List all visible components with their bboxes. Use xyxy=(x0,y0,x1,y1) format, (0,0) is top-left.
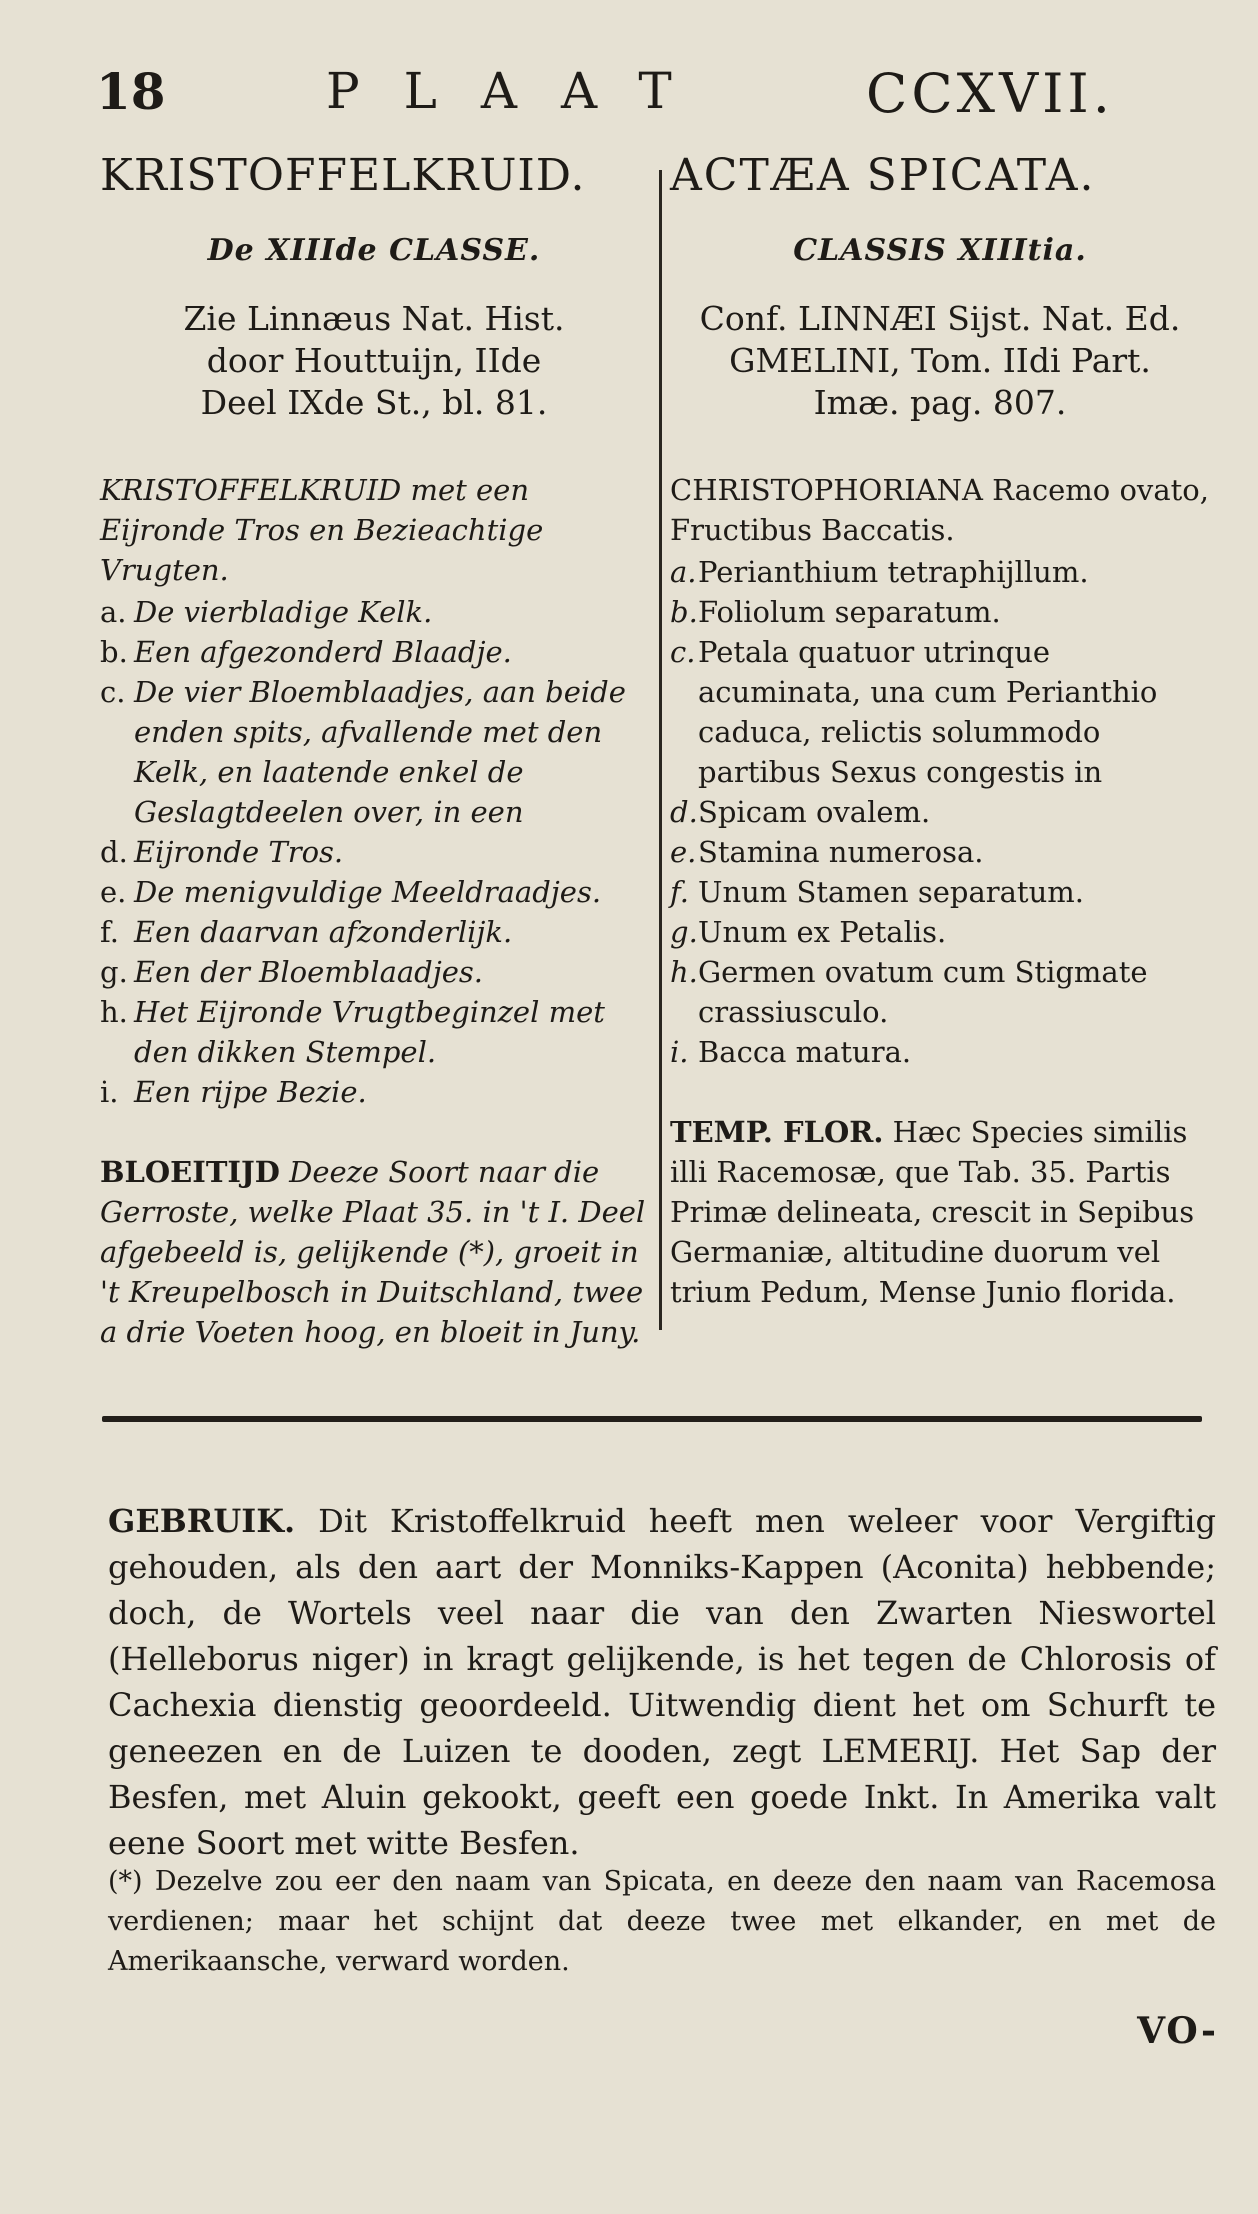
item-letter: a. xyxy=(100,595,127,629)
flowering-text: Hæc Species similis illi Racemosæ, que Tab. 35. Partis Primæ delineata, crescit in Sepibus Germaniæ, altitudine duorum vel trium Pedum, Mense Junio florida. xyxy=(670,1115,1195,1309)
item-text: Perianthium tetraphijllum. xyxy=(698,555,1089,589)
item-letter: b. xyxy=(670,595,698,629)
ref-line: door Houttuijn, IIde xyxy=(206,341,542,380)
item-text: Unum Stamen separatum. xyxy=(698,875,1084,909)
item-text: Het Eijronde Vrugtbeginzel met den dikken Stempel. xyxy=(134,995,605,1069)
item-text: Een der Bloemblaadjes. xyxy=(134,955,483,989)
list-item xyxy=(670,872,1210,912)
list-item xyxy=(670,832,1210,872)
flowering-text: Deeze Soort naar die Gerroste, welke Plaat 35. in 't I. Deel afgebeeld is, gelijkende (*), groeit in 't Kreupelbosch in Duitschland, twee a drie Voeten hoog, en bloeit in Juny. xyxy=(100,1155,646,1349)
list-item xyxy=(670,912,1210,952)
list-item xyxy=(670,552,1210,592)
list-item xyxy=(100,1072,648,1112)
ref-line: Deel IXde St., bl. 81. xyxy=(200,383,548,422)
dutch-flowering xyxy=(100,1152,648,1352)
item-text: Een rijpe Bezie. xyxy=(134,1075,367,1109)
flowering-label: TEMP. FLOR. xyxy=(670,1115,884,1149)
item-letter: g. xyxy=(670,915,698,949)
item-letter: f. xyxy=(670,875,689,909)
list-item xyxy=(100,592,648,632)
ref-line: GMELINI, Tom. IIdi Part. xyxy=(729,341,1151,380)
item-text: Stamina numerosa. xyxy=(698,835,984,869)
item-letter: d. xyxy=(670,795,698,829)
ref-line: Zie Linnæus Nat. Hist. xyxy=(183,299,565,338)
item-letter: d. xyxy=(100,835,128,869)
column-divider xyxy=(659,170,662,1330)
list-item xyxy=(670,592,1210,632)
item-text: Eijronde Tros. xyxy=(134,835,344,869)
ref-line: Imæ. pag. 807. xyxy=(813,383,1067,422)
item-letter: e. xyxy=(100,875,127,909)
item-letter: h. xyxy=(670,955,698,989)
list-item xyxy=(100,672,648,832)
item-text: Een daarvan afzonderlijk. xyxy=(134,915,513,949)
list-item xyxy=(100,952,648,992)
item-text: Germen ovatum cum Stigmate crassiusculo. xyxy=(698,955,1148,1029)
plate-number: CCXVII. xyxy=(866,62,1114,125)
page-number: 18 xyxy=(96,62,166,121)
ref-line: Conf. LINNÆI Sijst. Nat. Ed. xyxy=(699,299,1181,338)
item-letter: i. xyxy=(100,1075,119,1109)
latin-flowering xyxy=(670,1112,1210,1312)
item-text: De menigvuldige Meeldraadjes. xyxy=(134,875,602,909)
item-letter: c. xyxy=(100,675,126,709)
list-item xyxy=(100,832,648,872)
latin-column xyxy=(670,150,1210,1312)
catchword: VO- xyxy=(1137,2010,1218,2052)
item-letter: b. xyxy=(100,635,128,669)
list-item xyxy=(100,632,648,672)
item-letter: i. xyxy=(670,1035,689,1069)
latin-list-intro: CHRISTOPHORIANA Racemo ovato, Fructibus Baccatis. xyxy=(670,473,1209,547)
list-item xyxy=(670,1032,1210,1072)
item-text: Foliolum separatum. xyxy=(698,595,1001,629)
item-text: Unum ex Petalis. xyxy=(698,915,947,949)
latin-classis: CLASSIS XIIItia. xyxy=(793,233,1087,268)
list-item xyxy=(100,872,648,912)
item-letter: a. xyxy=(670,555,697,589)
dutch-column xyxy=(100,150,648,1352)
item-text: Spicam ovalem. xyxy=(698,795,931,829)
item-letter: h. xyxy=(100,995,128,1029)
dutch-reference xyxy=(100,298,648,424)
usage-paragraph xyxy=(108,1498,1216,1866)
dutch-list-intro: KRISTOFFELKRUID met een Eijronde Tros en Bezieachtige Vrugten. xyxy=(100,473,544,587)
usage-text: Dit Kristoffelkruid heeft men weleer voor Vergiftig gehouden, als den aart der Monniks-Kappen (Aconita) hebbende; doch, de Wortels veel naar die van den Zwarten Nieswortel (Helleborus niger) in kragt gelijkende, is het tegen de Chlorosis of Cachexia dienstig geoordeeld. Uitwendig dient het om Schurft te geneezen en de Luizen te dooden, zegt LEMERIJ. Het Sap der Besfen, met Aluin gekookt, geeft een goede Inkt. In Amerika valt eene Soort met witte Besfen. xyxy=(108,1502,1216,1862)
item-text: De vier Bloemblaadjes, aan beide enden spits, afvallende met den Kelk, en laatende enkel de Geslagtdeelen over, in een xyxy=(134,675,626,829)
dutch-classe: De XIIIde CLASSE. xyxy=(207,233,541,268)
latin-title: ACTÆA SPICATA. xyxy=(670,150,1096,201)
page-header xyxy=(96,62,1196,132)
item-text: Petala quatuor utrinque acuminata, una cum Perianthio caduca, relictis solummodo partibus Sexus congestis in xyxy=(698,635,1158,789)
usage-label: GEBRUIK. xyxy=(108,1502,296,1540)
item-text: Bacca matura. xyxy=(698,1035,912,1069)
list-item xyxy=(670,952,1210,1032)
dutch-title: KRISTOFFELKRUID. xyxy=(100,150,586,201)
flowering-label: BLOEITIJD xyxy=(100,1155,280,1189)
list-item xyxy=(670,632,1210,792)
list-item xyxy=(100,992,648,1072)
latin-reference xyxy=(670,298,1210,424)
list-item xyxy=(100,912,648,952)
item-letter: g. xyxy=(100,955,128,989)
item-letter: c. xyxy=(670,635,696,669)
item-letter: e. xyxy=(670,835,697,869)
item-text: De vierbladige Kelk. xyxy=(134,595,433,629)
item-letter: f. xyxy=(100,915,119,949)
list-item xyxy=(670,792,1210,832)
section-rule xyxy=(102,1416,1202,1422)
item-text: Een afgezonderd Blaadje. xyxy=(134,635,512,669)
footnote: (*) Dezelve zou eer den naam van Spicata, en deeze den naam van Racemosa verdienen; maar het schijnt dat deeze twee met elkander, en met de Amerikaansche, verward worden. xyxy=(108,1866,1216,1977)
plaat-heading: PLAAT xyxy=(326,62,716,120)
